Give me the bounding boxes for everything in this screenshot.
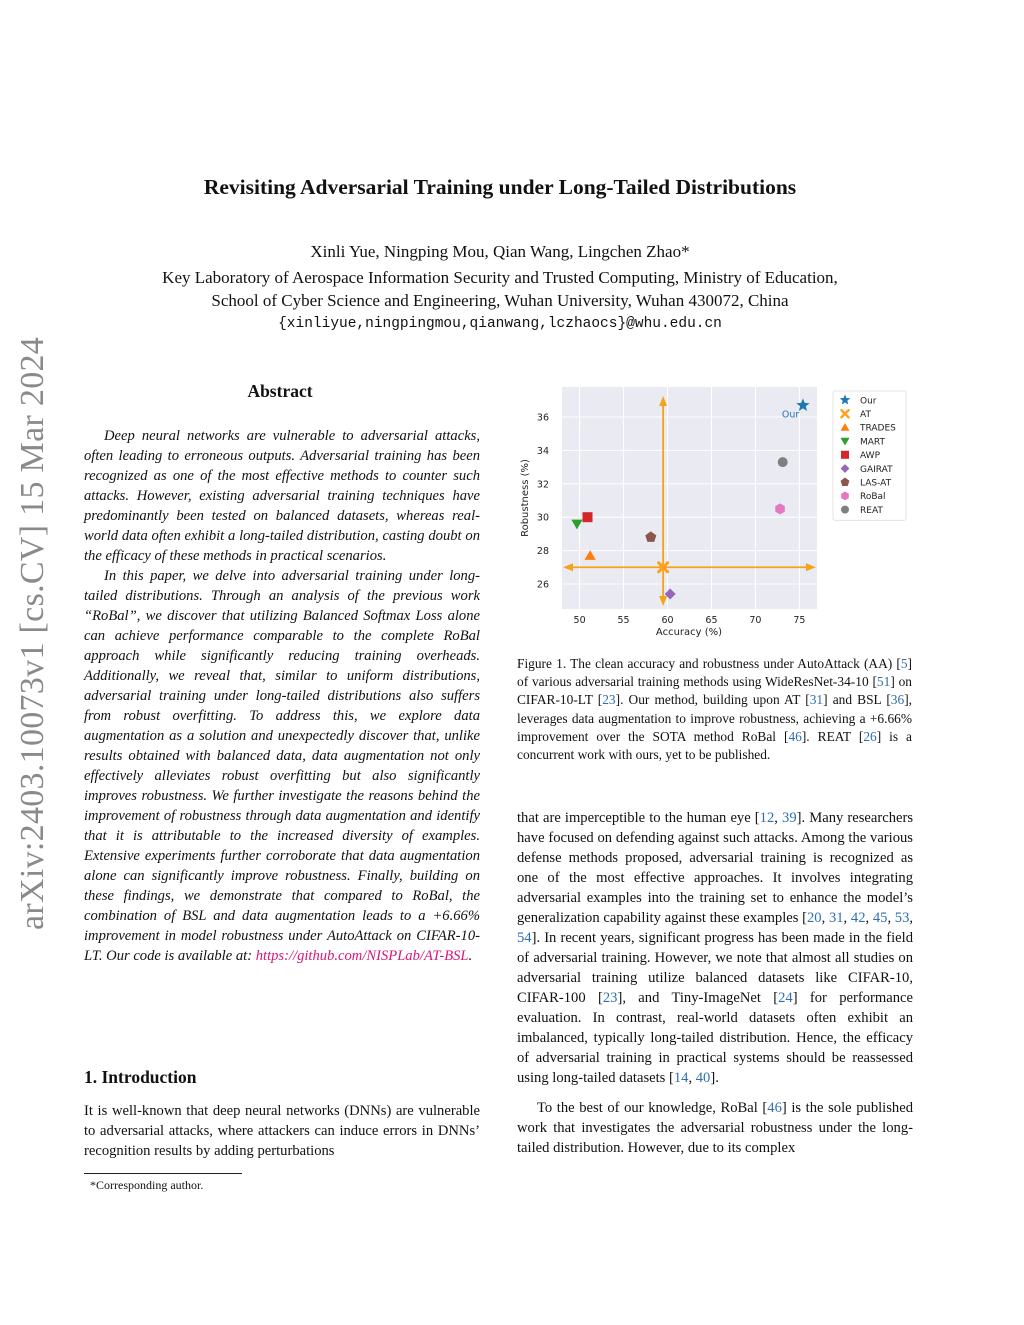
author-emails: {xinliyue,ningpingmou,qianwang,lczhaocs}@whu.edu.cn bbox=[278, 316, 722, 332]
caption-text: ] of various adversarial training methods using WideResNet-34-10 [ bbox=[517, 656, 912, 690]
y-tick-label: 26 bbox=[536, 579, 549, 591]
paper-title: Revisiting Adversarial Training under Long-Tailed Distributions bbox=[203, 175, 797, 199]
body-text: , bbox=[774, 810, 783, 826]
citation-link[interactable]: 20 bbox=[806, 910, 822, 926]
body-text: , bbox=[688, 1070, 696, 1086]
our-annotation: Our bbox=[781, 409, 800, 421]
citation-link[interactable]: 53 bbox=[894, 910, 910, 926]
data-point-awp bbox=[583, 512, 593, 522]
citation-link[interactable]: 39 bbox=[782, 810, 797, 826]
citation-link[interactable]: 45 bbox=[872, 910, 888, 926]
citation-link[interactable]: 26 bbox=[863, 728, 877, 744]
citation-link[interactable]: 31 bbox=[828, 910, 844, 926]
x-tick-label: 75 bbox=[793, 615, 806, 626]
x-tick-label: 70 bbox=[749, 615, 762, 626]
caption-text: Figure 1. The clean accuracy and robustness under AutoAttack (AA) [ bbox=[517, 656, 901, 671]
introduction-text: It is well-known that deep neural networks (DNNs) are vulnerable to adversarial attacks, where attackers can induce errors in DNNs’ recognition results by adding perturbations bbox=[84, 1103, 480, 1159]
body-text: ] for performance evaluation. In contrast, real-world datasets often exhibit an imbalanced, typically long-tailed distribution. Hence, the efficacy of adversarial training in practical systems should be reassessed using long-tailed datasets [ bbox=[517, 990, 913, 1086]
caption-text: ]. Our method, building upon AT [ bbox=[615, 692, 810, 708]
legend-label: MART bbox=[860, 437, 886, 448]
body-text: that are imperceptible to the human eye [ bbox=[517, 810, 760, 826]
legend-label: LAS-AT bbox=[860, 478, 892, 489]
code-link[interactable]: https://github.com/NISPLab/AT-BSL bbox=[255, 948, 469, 964]
caption-text: ] on CIFAR-10-LT [ bbox=[517, 674, 912, 708]
citation-link[interactable]: 46 bbox=[767, 1100, 782, 1116]
legend-label: GAIRAT bbox=[860, 464, 893, 475]
figure-1-caption bbox=[517, 655, 912, 764]
caption-text: ]. REAT [ bbox=[801, 728, 864, 744]
abstract-paragraph-1: Deep neural networks are vulnerable to adversarial attacks, often leading to erroneous outputs. Adversarial training has been recognized as one of the most effective methods to counter such attacks. However, existing adversarial training techniques have predominantly been tested on balanced datasets, whereas real-world data often exhibit a long-tailed distribution, casting doubt on the efficacy of these methods in practical scenarios. bbox=[84, 428, 480, 564]
x-tick-label: 65 bbox=[705, 615, 718, 626]
body-text: , bbox=[843, 910, 851, 926]
citation-link[interactable]: 42 bbox=[850, 910, 866, 926]
legend-label: AT bbox=[860, 410, 871, 420]
citation-link[interactable]: 36 bbox=[890, 692, 905, 708]
legend-label: TRADES bbox=[860, 423, 896, 434]
citation-link[interactable]: 24 bbox=[778, 990, 793, 1006]
abstract-body bbox=[84, 426, 480, 966]
y-tick-label: 34 bbox=[536, 445, 549, 457]
footnote-divider bbox=[84, 1173, 242, 1174]
legend-label: AWP bbox=[860, 451, 880, 462]
body-text: ], and Tiny-ImageNet [ bbox=[617, 990, 779, 1006]
right-column-text bbox=[517, 808, 913, 1158]
footnote: *Corresponding author. bbox=[90, 1178, 204, 1192]
citation-link[interactable]: 46 bbox=[788, 728, 802, 744]
citation-link[interactable]: 31 bbox=[809, 692, 824, 708]
x-tick-label: 55 bbox=[617, 615, 630, 626]
plot-area bbox=[562, 387, 817, 609]
abstract-paragraph-2-text: In this paper, we delve into adversarial training under long-tailed distributions. Through an analysis of the previous work “RoBal”, we discover that utilizing Balanced Softmax Loss alone can achieve performance comparable to the complete RoBal approach while significantly reducing training overheads. Additionally, we reveal that, similar to uniform distributions, adversarial training under long-tailed distributions also suffers from robust overfitting. To address this, we explore data augmentation as a solution and unexpectedly discover that, unlike results obtained with balanced data, data augmentation not only effectively alleviates robust overfitting but also significantly improves robustness. We further investigate the reasons behind the improvement of robustness through data augmentation and identify that it is attributable to the increased diversity of examples. Extensive experiments further corroborate that data augmentation alone can significantly improve robustness. Finally, building on these findings, we demonstrate that compared to RoBal, the combination of BSL and data augmentation leads to a +6.66% improvement in model robustness under AutoAttack on CIFAR-10-LT. Our code is available at: bbox=[84, 568, 480, 964]
citation-link[interactable]: 54 bbox=[517, 930, 532, 946]
citation-link[interactable]: 14 bbox=[673, 1070, 689, 1086]
citation-link[interactable]: 51 bbox=[876, 674, 891, 690]
body-paragraph-1 bbox=[517, 808, 913, 1088]
abstract-paragraph-2 bbox=[84, 566, 480, 966]
body-paragraph-2 bbox=[517, 1098, 913, 1158]
body-text: , bbox=[865, 910, 873, 926]
caption-text: ] and BSL [ bbox=[823, 692, 891, 708]
y-tick-label: 28 bbox=[536, 546, 549, 558]
y-tick-label: 36 bbox=[536, 412, 549, 424]
legend-marker-awp bbox=[841, 451, 849, 459]
abstract-heading: Abstract bbox=[247, 381, 313, 401]
section-heading-introduction: 1. Introduction bbox=[84, 1067, 197, 1087]
body-text: , bbox=[909, 910, 914, 926]
body-text: ]. Many researchers have focused on defending against such attacks. Among the various defense methods proposed, adversarial training is recognized as one of the most effective approaches. It involves integrating adversarial examples into the training set to enhance the model’s generalization capability against these examples [ bbox=[517, 810, 914, 926]
caption-text: ] is a concurrent work with ours, yet to be published. bbox=[517, 728, 913, 763]
affiliation-line-1: Key Laboratory of Aerospace Information Security and Trusted Computing, Ministry of Education, bbox=[162, 268, 838, 287]
y-axis-label: Robustness (%) bbox=[520, 459, 531, 537]
x-tick-label: 50 bbox=[573, 615, 586, 626]
body-text: To the best of our knowledge, RoBal [ bbox=[537, 1100, 768, 1116]
x-axis-label: Accuracy (%) bbox=[655, 627, 723, 638]
affiliation-line-2: School of Cyber Science and Engineering, Wuhan University, Wuhan 430072, China bbox=[211, 291, 789, 310]
abstract-paragraph-2-end: . bbox=[468, 948, 473, 964]
body-text: , bbox=[821, 910, 829, 926]
legend-label: REAT bbox=[860, 505, 883, 516]
body-text: , bbox=[887, 910, 895, 926]
body-text: ] is the sole published work that investigates the adversarial robustness under the long-tailed distribution. However, due to its complex bbox=[517, 1100, 913, 1156]
chart-legend bbox=[833, 391, 906, 520]
legend-label: Our bbox=[860, 396, 877, 407]
legend-label: RoBal bbox=[860, 492, 886, 503]
affiliation bbox=[0, 266, 1000, 312]
arxiv-identifier: arXiv:2403.10073v1 [cs.CV] 15 Mar 2024 bbox=[14, 336, 51, 930]
x-tick-label: 60 bbox=[661, 615, 674, 626]
y-tick-label: 30 bbox=[536, 512, 549, 524]
y-tick-label: 32 bbox=[536, 479, 549, 491]
body-text: ]. bbox=[710, 1070, 719, 1086]
citation-link[interactable]: 40 bbox=[695, 1070, 711, 1086]
citation-link[interactable]: 12 bbox=[759, 810, 775, 826]
caption-text: ], leverages data augmentation to improve robustness, achieving a +6.66% improvement over the SOTA method RoBal [ bbox=[517, 692, 912, 744]
body-text: ]. In recent years, significant progress has been made in the field of adversarial training. However, we note that almost all studies on adversarial training utilize balanced datasets like CIFAR-10, CIFAR-100 [ bbox=[517, 930, 913, 1006]
citation-link[interactable]: 5 bbox=[900, 656, 908, 671]
citation-link[interactable]: 23 bbox=[602, 990, 618, 1006]
author-list: Xinli Yue, Ningping Mou, Qian Wang, Lingchen Zhao* bbox=[310, 242, 690, 261]
legend-marker-reat bbox=[841, 506, 849, 514]
figure-1-chart bbox=[515, 384, 915, 642]
data-point-reat bbox=[778, 457, 788, 467]
citation-link[interactable]: 23 bbox=[602, 692, 616, 708]
